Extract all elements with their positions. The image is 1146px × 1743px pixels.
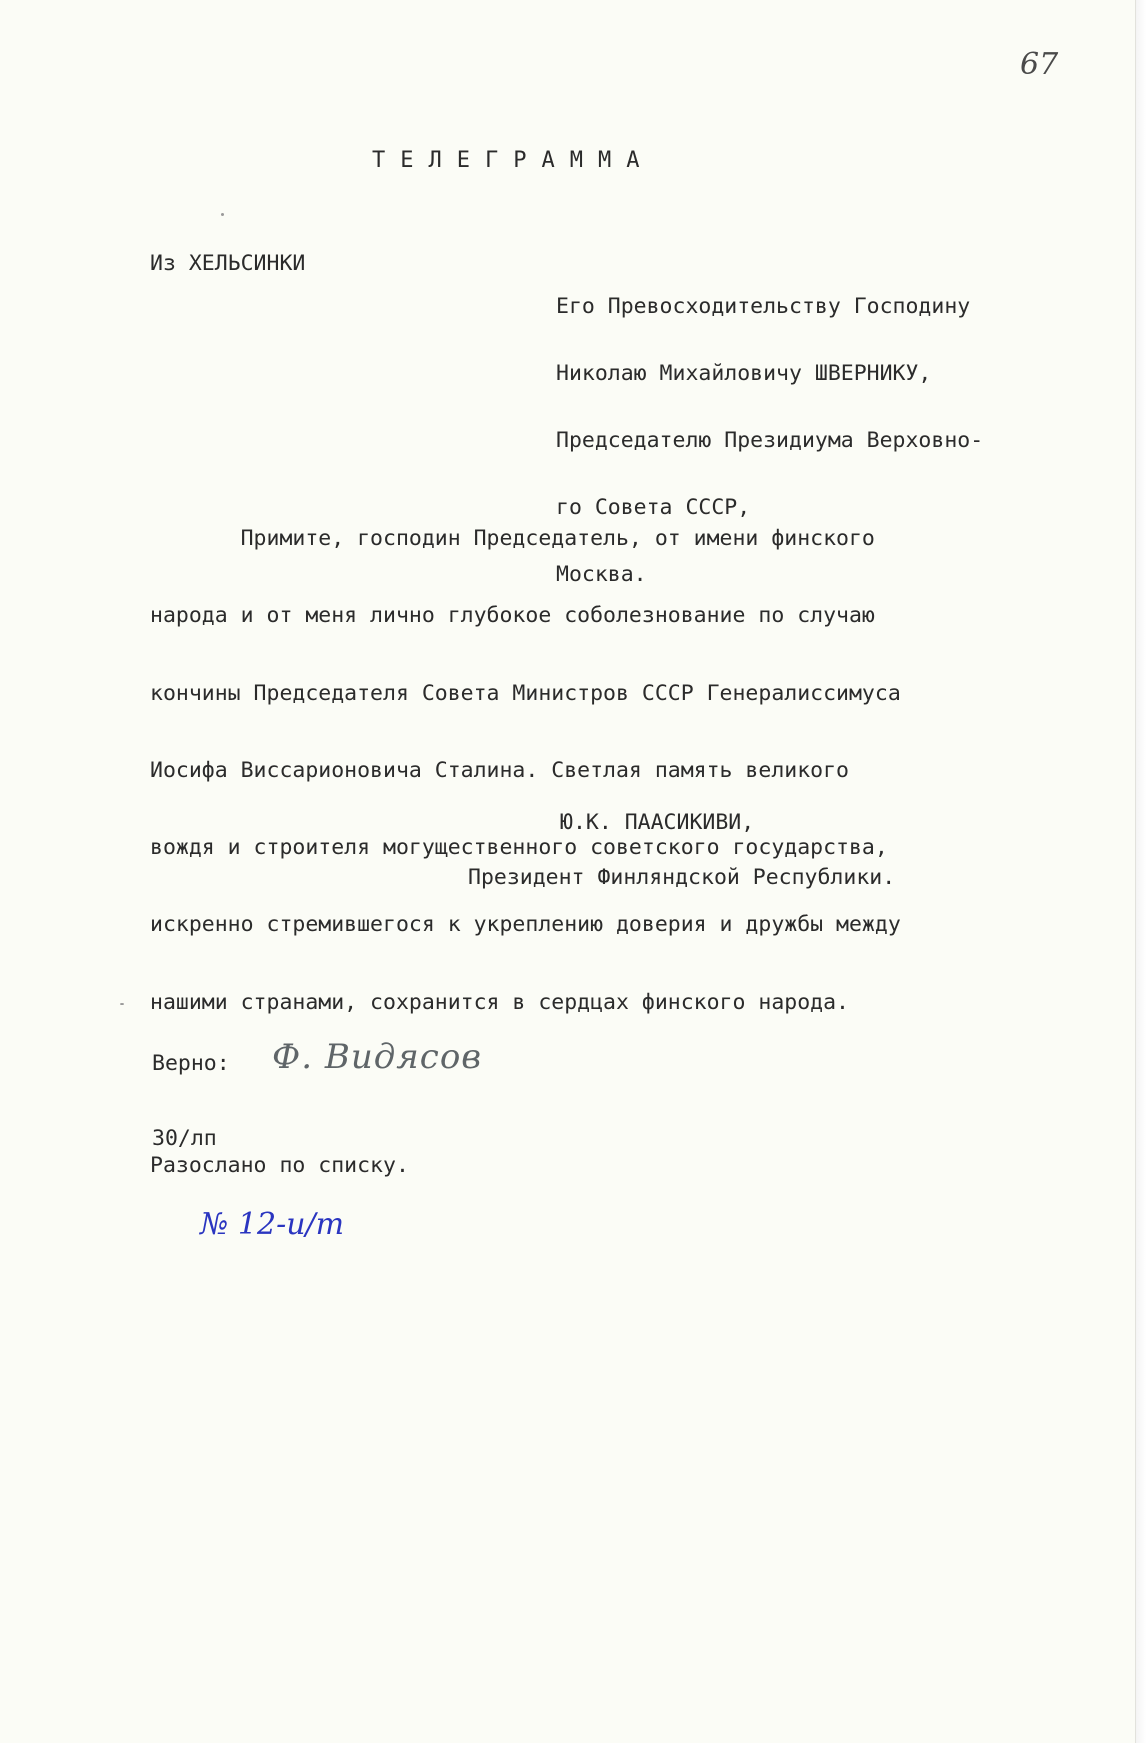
document-title: ТЕЛЕГРАММА	[372, 148, 655, 173]
body-line: Иосифа Виссарионовича Сталина. Светлая память великого	[150, 757, 849, 783]
body-line: кончины Председателя Совета Министров СССР Генералиссимуса	[150, 680, 901, 706]
certified-label: Верно:	[152, 1051, 230, 1076]
origin-line: Из ХЕЛЬСИНКИ	[150, 251, 306, 276]
distribution-note: Разослано по списку.	[150, 1153, 409, 1178]
body-line: вождя и строителя могущественного советского государства,	[150, 835, 888, 861]
certifier-signature: Ф. Видясов	[272, 1037, 483, 1077]
body-line: нашими странами, сохранится в сердцах финского народа.	[150, 989, 849, 1015]
addressee-line: Его Превосходительству Господину	[556, 294, 971, 319]
body-line: Примите, господин Председатель, от имени финского	[150, 526, 875, 551]
message-body	[150, 485, 901, 1048]
page-edge	[1135, 0, 1146, 1743]
body-line: народа и от меня лично глубокое соболезнование по случаю	[150, 603, 875, 629]
addressee-line: Николаю Михайловичу ШВЕРНИКУ,	[556, 361, 932, 386]
signatory-name: Ю.К. ПААСИКИВИ,	[560, 810, 755, 835]
addressee-line: Председателю Президиума Верховно-	[556, 428, 984, 453]
page-number: 67	[1020, 47, 1059, 82]
paper-speck	[120, 1003, 124, 1005]
signatory-title: Президент Финляндской Республики.	[468, 865, 896, 890]
addressee-line: Москва.	[556, 562, 647, 587]
body-line: искренно стремившегося к укреплению доверия и дружбы между	[150, 912, 901, 938]
paper-speck	[221, 213, 224, 216]
typist-reference: 30/лп	[152, 1126, 217, 1151]
registry-number: № 12-и/т	[200, 1207, 345, 1242]
addressee-line: го Совета СССР,	[556, 495, 751, 520]
